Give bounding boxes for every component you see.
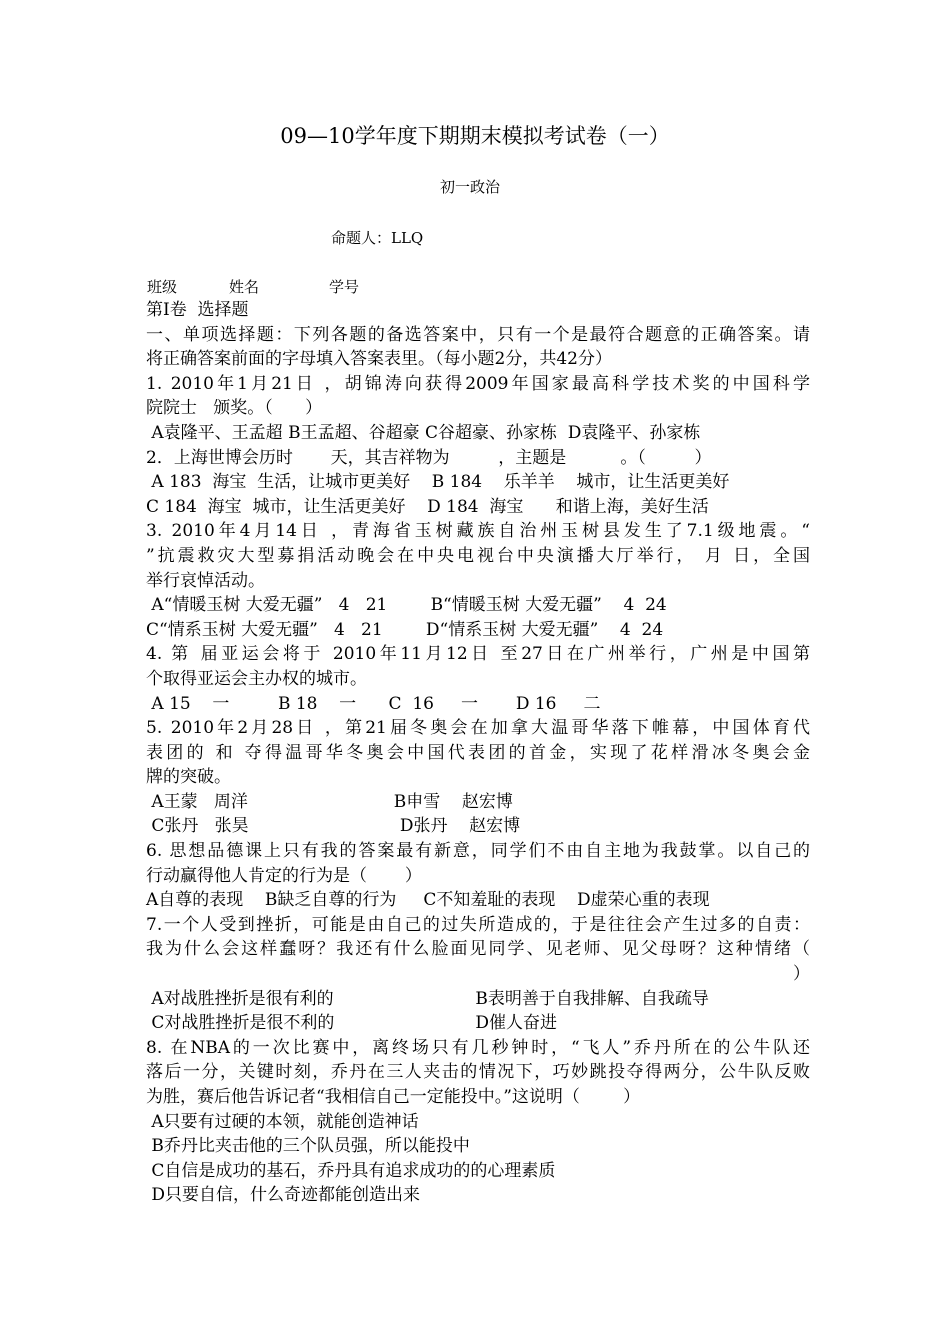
- question-5-options: A王蒙 周洋 B申雪 赵宏博: [146, 791, 513, 812]
- question-3-stem: 3. 2010年4月14日 ，青海省玉树藏族自治州玉树县发生了7.1级地震。“: [146, 521, 810, 542]
- exam-body: [146, 298, 810, 1208]
- question-5-stem: 牌的突破。: [146, 767, 231, 788]
- question-7-option: B表明善于自我排解、自我疏导: [470, 988, 709, 1009]
- question-3-stem: ”抗震救灾大型募捐活动晚会在中央电视台中央演播大厅举行， 月 日，全国: [146, 545, 810, 566]
- question-7-options-row: [146, 1011, 810, 1036]
- subject-label: 初一政治: [440, 178, 501, 196]
- author-label: 命题人：LLQ: [331, 229, 424, 247]
- question-7-option: D催人奋进: [470, 1013, 558, 1034]
- question-3-options: A“情暖玉树 大爱无疆” 4 21 B“情暖玉树 大爱无疆” 4 24: [146, 595, 667, 616]
- question-6-stem: 行动赢得他人肯定的行为是（ ）: [146, 865, 422, 886]
- question-4-stem: 个取得亚运会主办权的城市。: [146, 668, 367, 689]
- name-label: 姓名: [229, 278, 260, 296]
- instructions-line: 将正确答案前面的字母填入答案表里。（每小题2分，共42分）: [146, 349, 612, 370]
- question-8-option: B乔丹比夹击他的三个队员强，所以能投中: [146, 1136, 470, 1157]
- question-2-options: A 183 海宝 生活，让城市更美好 B 184 乐羊羊 城市，让生活更美好: [146, 472, 730, 493]
- question-7-stem: 7.一个人受到挫折，可能是由自己的过失所造成的，于是往往会产生过多的自责：: [146, 914, 810, 935]
- question-1-options: A袁隆平、王孟超 B王孟超、谷超豪 C谷超豪、孙家栋 D袁隆平、孙家栋: [146, 422, 701, 443]
- instructions-line: 一、单项选择题：下列各题的备选答案中，只有一个是最符合题意的正确答案。请: [146, 324, 810, 345]
- question-5-stem: 表团的 和 夺得温哥华冬奥会中国代表团的首金，实现了花样滑冰冬奥会金: [146, 742, 810, 763]
- question-7-stem: 我为什么会这样蠢呀？我还有什么脸面见同学、见老师、见父母呀？这种情绪（: [146, 939, 810, 960]
- question-3-stem: 举行哀悼活动。: [146, 570, 265, 591]
- question-6-stem: 6. 思想品德课上只有我的答案最有新意，同学们不由自主地为我鼓掌。以自己的: [146, 841, 810, 862]
- question-7-option: C对战胜挫折是很不利的: [146, 1013, 335, 1034]
- question-1-stem: 院院士 颁奖。（ ）: [146, 398, 323, 419]
- question-8-stem: 8. 在NBA的一次比赛中，离终场只有几秒钟时，“飞人”乔丹所在的公牛队还: [146, 1037, 810, 1058]
- question-7-options-row: [146, 987, 810, 1012]
- question-5-stem: 5. 2010年2月28日 ，第21届冬奥会在加拿大温哥华落下帷幕，中国体育代: [146, 718, 810, 739]
- student-id-label: 学号: [329, 278, 360, 296]
- exam-title: 09—10学年度下期期末模拟考试卷（一）: [280, 124, 670, 148]
- class-label: 班级: [147, 278, 178, 296]
- question-2-options: C 184 海宝 城市，让生活更美好 D 184 海宝 和谐上海，美好生活: [146, 496, 709, 517]
- question-4-stem: 4. 第 届亚运会将于 2010年11月12日 至27日在广州举行，广州是中国第: [146, 644, 810, 665]
- question-8-option: C自信是成功的基石，乔丹具有追求成功的的心理素质: [146, 1160, 556, 1181]
- section-title: 第Ⅰ卷 选择题: [146, 300, 249, 320]
- question-7-option: A对战胜挫折是很有利的: [146, 988, 334, 1009]
- question-1-stem: 1. 2010年1月21日 ，胡锦涛向获得2009年国家最高科学技术奖的中国科学: [146, 373, 810, 394]
- question-8-stem: 落后一分，关键时刻，乔丹在三人夹击的情况下，巧妙跳投夺得两分，公牛队反败: [146, 1062, 810, 1083]
- question-4-options: A 15 一 B 18 一 C 16 一 D 16 二: [146, 693, 601, 714]
- question-8-stem: 为胜，赛后他告诉记者“我相信自己一定能投中。”这说明（ ）: [146, 1087, 641, 1107]
- question-5-options: C张丹 张昊 D张丹 赵宏博: [146, 816, 521, 837]
- question-7-stem: ）: [793, 964, 810, 985]
- question-2-stem: 2．上海世博会历时 天，其吉祥物为 ，主题是 。（ ）: [146, 447, 712, 468]
- question-3-options: C“情系玉树 大爱无疆” 4 21 D“情系玉树 大爱无疆” 4 24: [146, 619, 664, 640]
- question-8-option: A只要有过硬的本领，就能创造神话: [146, 1111, 419, 1132]
- question-6-options: A自尊的表现 B缺乏自尊的行为 C不知羞耻的表现 D虚荣心重的表现: [146, 890, 710, 911]
- question-8-option: D只要自信，什么奇迹都能创造出来: [146, 1185, 421, 1206]
- student-info-row: [147, 276, 359, 297]
